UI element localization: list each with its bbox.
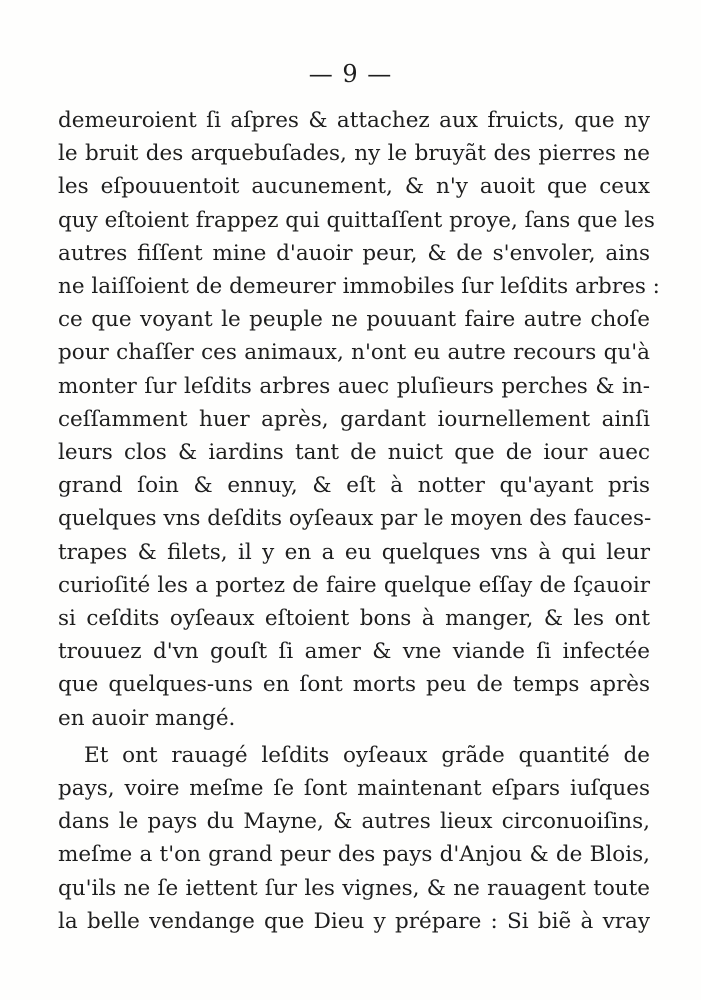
text-line: Et ont rauagé leſdits oyſeaux grãde quantité de	[84, 742, 650, 768]
text-line: quelques vns deſdits oyſeaux par le moyen des fauces-	[58, 506, 652, 532]
text-line: le bruit des arquebuſades, ny le bruyãt des pierres ne	[58, 141, 650, 167]
text-line: qu'ils ne ſe iettent ſur les vignes, & ne rauagent toute	[58, 875, 650, 901]
text-line: autres fiſſent mine d'auoir peur, & de s'envoler, ains	[58, 240, 650, 266]
text-line: trouuez d'vn gouſt ſi amer & vne viande ſi infectée	[58, 639, 650, 665]
text-line: pour chaſſer ces animaux, n'ont eu autre recours qu'à	[58, 340, 650, 366]
text-line: quy eſtoient frappez qui quittaſſent proye, ſans que les	[58, 207, 655, 233]
text-line: demeuroient ſi aſpres & attachez aux fruicts, que ny	[58, 108, 650, 133]
text-line: en auoir mangé.	[58, 705, 236, 731]
text-line: si ceſdits oyſeaux eſtoient bons à manger, & les ont	[58, 606, 650, 632]
text-line: trapes & filets, il y en a eu quelques vns à qui leur	[58, 539, 650, 565]
text-line: curioſité les a portez de faire quelque eſſay de ſçauoir	[58, 572, 650, 598]
body-text	[58, 104, 660, 938]
text-line: les eſpouuentoit aucunement, & n'y auoit que ceux	[58, 174, 650, 200]
text-line: leurs clos & iardins tant de nuict que de iour auec	[58, 440, 650, 466]
text-line: ce que voyant le peuple ne pouuant faire autre choſe	[58, 307, 650, 333]
paragraph-1	[58, 104, 660, 735]
text-line: que quelques-uns en ſont morts peu de temps après	[58, 672, 650, 698]
text-line: ceſſamment huer après, gardant iournellement ainſi	[58, 406, 650, 432]
text-line: monter ſur leſdits arbres auec pluſieurs perches & in-	[58, 373, 650, 399]
text-line: dans le pays du Mayne, & autres lieux circonuoiſins,	[58, 809, 650, 835]
page-number: — 9 —	[308, 60, 393, 88]
text-line: pays, voire meſme ſe ſont maintenant eſpars iuſques	[58, 776, 650, 802]
text-line: grand ſoin & ennuy, & eſt à notter qu'ayant pris	[58, 473, 650, 499]
text-line: la belle vendange que Dieu y prépare : Si biẽ à vray	[58, 908, 650, 934]
text-line: meſme a t'on grand peur des pays d'Anjou & de Blois,	[58, 842, 650, 868]
paragraph-2	[58, 739, 650, 938]
text-line: ne laiſſoient de demeurer immobiles ſur leſdits arbres :	[58, 274, 660, 300]
